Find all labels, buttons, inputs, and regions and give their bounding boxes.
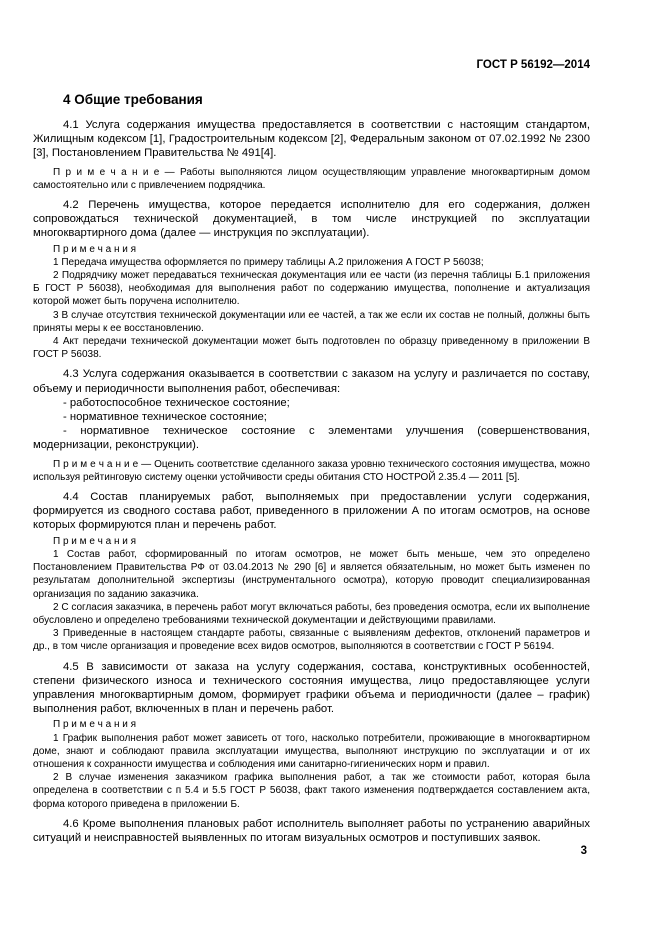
note-item: 2 В случае изменения заказчиком графика выполнения работ, а так же стоимости работ, которая была определена в соответствии с п 5.4 и 5.5 ГОСТ Р 56038, факт такого изменения подтверждается составлением акта, форма которого приведена в приложении Б. (33, 772, 590, 810)
paragraph: 4.4 Состав планируемых работ, выполняемых при предоставлении услуги содержания, формируется из сводного состава работ, приведенного в приложении А по итогам осмотров, на основе которых формируются план и перечень работ. (33, 491, 590, 532)
note-item: 3 Приведенные в настоящем стандарте работы, связанные с выявлениям дефектов, отклонений параметров и др., в том числе организация и проведение всех видов осмотров, выполняются в соответствии с ГОСТ Р 56194. (33, 628, 590, 653)
list-item: - работоспособное техническое состояние; (63, 396, 290, 409)
paragraph: 4.6 Кроме выполнения плановых работ исполнитель выполняет работы по устранению аварийных ситуаций и неисправностей выявленных по итогам визуальных осмотров и поступивших заявок. (33, 817, 590, 844)
paragraph: 4.1 Услуга содержания имущества предоставляется в соответствии с настоящим стандартом, Жилищным кодексом [1], Градостроительным кодексом [2], Федеральным законом от 07.02.1992 № 2300 [3], Постановлением Правительства № 491[4]. (33, 119, 590, 160)
notes-label: П р и м е ч а н и я (53, 535, 137, 547)
section-title: 4 Общие требования (63, 92, 203, 107)
notes-label: П р и м е ч а н и я (53, 243, 137, 255)
list-item: - нормативное техническое состояние; (63, 411, 267, 424)
note-item: 4 Акт передачи технической документации может быть подготовлен по образцу приведенному в приложении В ГОСТ Р 56038. (33, 336, 590, 361)
note: П р и м е ч а н и е — Оценить соответствие сделанного заказа уровню технического состояния имущества, можно используя рейтинговую систему оценки устойчивости среды обитания СТО НОСТРОЙ 2.35.4 — 2011 [5]. (33, 458, 590, 483)
note-item: 1 График выполнения работ может зависеть от того, насколько потребители, проживающие в многоквартирном доме, знают и соблюдают правила эксплуатации имущества, выполняют инструкцию по эксплуатации и от их отношения к сохранности имущества и соблюдения ими санитарно-гигиенических норм и правил. (33, 732, 590, 770)
list-item: - нормативное техническое состояние с элементами улучшения (совершенствования, модернизации, реконструкции). (33, 425, 590, 452)
paragraph: 4.5 В зависимости от заказа на услугу содержания, состава, конструктивных особенностей, степени физического износа и технического состояния имущества, лицо предоставляющее услуги управления многоквартирным домом, формирует графики объема и периодичности (далее – график) выполнения работ, включенных в план и перечень работ. (33, 660, 590, 716)
notes-label: П р и м е ч а н и я (53, 719, 137, 731)
page-number: 3 (580, 845, 587, 857)
doc-code: ГОСТ Р 56192—2014 (476, 59, 590, 71)
document-body (33, 118, 590, 845)
note-item: 2 Подрядчику может передаваться техническая документация или ее части (из перечня таблицы Б.1 приложения Б ГОСТ Р 56038), необходимая для выполнения работ по содержанию имущества, пополнение и актуализация которой может быть поручена исполнителю. (33, 270, 590, 308)
note-item: 3 В случае отсутствия технической документации или ее частей, а так же если их состав не полный, должны быть приняты меры к ее восстановлению. (33, 309, 590, 334)
paragraph: 4.2 Перечень имущества, которое передается исполнителю для его содержания, должен сопровождаться технической документацией, в том числе инструкцией по эксплуатации многоквартирного дома (далее — инструкция по эксплуатации). (33, 199, 590, 240)
note-item: 2 С согласия заказчика, в перечень работ могут включаться работы, без проведения осмотра, если их выполнение обусловлено и определено требованиями технической документации и действующими правилами. (33, 601, 590, 626)
running-header (33, 59, 590, 71)
note-item: 1 Состав работ, сформированный по итогам осмотров, не может быть меньше, чем это определено Постановлением Правительства РФ от 03.04.2013 № 290 [6] и является обязательным, но может быть изменен по результатам дополнительной экспертизы (инструментального осмотра), которую проводит специализированная организация по заданию заказчика. (33, 548, 590, 600)
note: П р и м е ч а н и е — Работы выполняются лицом осуществляющим управление многоквартирным домом самостоятельно или с привлечением подрядчика. (33, 166, 590, 191)
note-item: 1 Передача имущества оформляется по примеру таблицы А.2 приложения А ГОСТ Р 56038; (53, 256, 484, 268)
paragraph: 4.3 Услуга содержания оказывается в соответствии с заказом на услугу и различается по составу, объему и периодичности выполнения работ, обеспечивая: (33, 368, 590, 395)
